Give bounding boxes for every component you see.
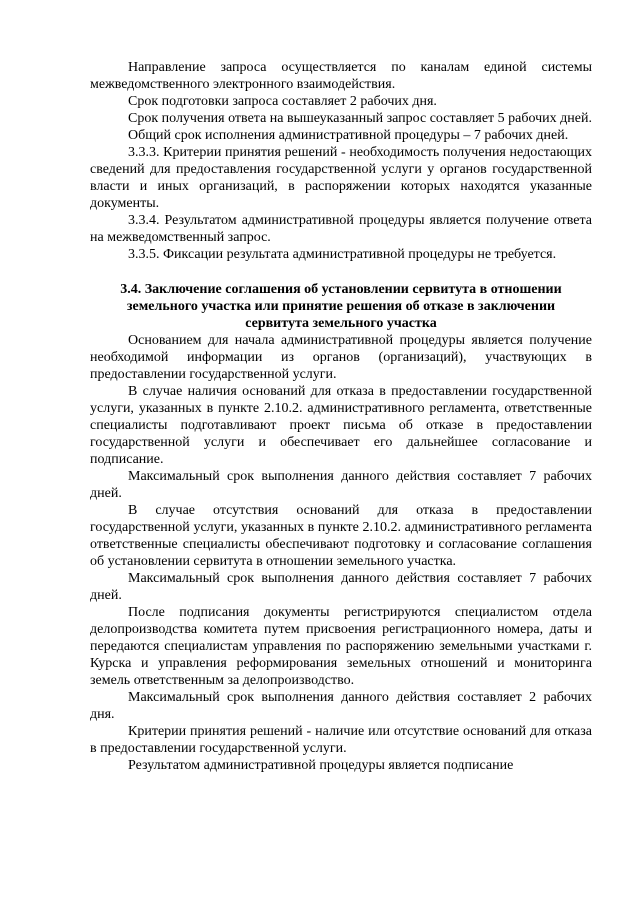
paragraph: Срок получения ответа на вышеуказанный запрос составляет 5 рабочих дней. [128, 111, 592, 126]
document-body [90, 59, 592, 774]
paragraph: 3.3.5. Фиксации результата административной процедуры не требуется. [128, 247, 557, 262]
paragraph: После подписания документы регистрируются специалистом отдела делопроизводства комитета путем присвоения регистрационного номера, даты и передаются специалистам управления по распоряжению земельными участками г. Курска и управления реформирования земельных отношений и мониторинга земель ответственным за делопроизводство. [90, 605, 592, 688]
paragraph: Максимальный срок выполнения данного действия составляет 7 рабочих дней. [90, 469, 592, 501]
paragraph: Направление запроса осуществляется по каналам единой системы межведомственного электронного взаимодействия. [90, 60, 592, 92]
paragraph: 3.3.3. Критерии принятия решений - необходимость получения недостающих сведений для предоставления государственной услуги у органов государственной власти и иных организаций, в распоряжении которых находятся указанные документы. [90, 145, 592, 211]
paragraph: В случае наличия оснований для отказа в предоставлении государственной услуги, указанных в пункте 2.10.2. административного регламента, ответственные специалисты подготавливают проект письма об отказе в предоставлении государственной услуги и обеспечивает его дальнейшее согласование и подписание. [90, 384, 592, 467]
paragraph: Критерии принятия решений - наличие или отсутствие оснований для отказа в предоставлении государственной услуги. [90, 724, 592, 756]
paragraph: Основанием для начала административной процедуры является получение необходимой информации из органов (организаций), участвующих в предоставлении государственной услуги. [90, 333, 592, 382]
paragraph: В случае отсутствия оснований для отказа в предоставлении государственной услуги, указанных в пункте 2.10.2. административного регламента ответственные специалисты обеспечивают подготовку и согласование соглашения об установлении сервитута в отношении земельного участка. [90, 503, 592, 569]
section-heading: 3.4. Заключение соглашения об установлении сервитута в отношении земельного участка или принятие решения об отказе в заключении сервитута земельного участка [120, 282, 562, 331]
paragraph: Общий срок исполнения административной процедуры – 7 рабочих дней. [128, 128, 569, 143]
paragraph: Максимальный срок выполнения данного действия составляет 7 рабочих дней. [90, 571, 592, 603]
paragraph: Результатом административной процедуры является подписание [128, 758, 514, 773]
paragraph: Срок подготовки запроса составляет 2 рабочих дня. [128, 94, 437, 109]
paragraph: Максимальный срок выполнения данного действия составляет 2 рабочих дня. [90, 690, 592, 722]
paragraph: 3.3.4. Результатом административной процедуры является получение ответа на межведомственный запрос. [90, 213, 592, 245]
